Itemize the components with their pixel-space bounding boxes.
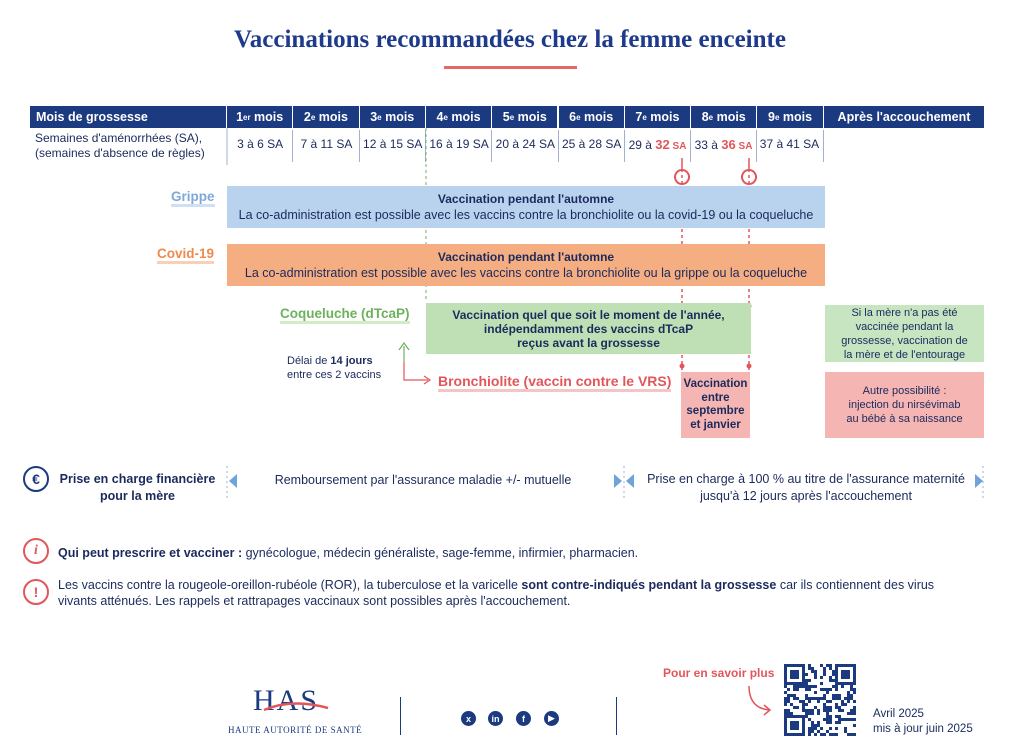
euro-icon: € — [23, 466, 49, 492]
publication-date: Avril 2025 mis à jour juin 2025 — [873, 708, 973, 735]
has-logo-swoosh-icon — [262, 700, 332, 714]
coq-after-line1: Si la mère n'a pas été — [851, 306, 958, 319]
bronchiolite-after-birth-box — [825, 372, 984, 438]
header-month-2: 2 e mois — [293, 106, 358, 128]
sa-cell-5: 20 à 24 SA — [495, 137, 556, 151]
sa-label-line2: (semaines d'absence de règles) — [35, 146, 205, 160]
bronchiolite-label: Bronchiolite (vaccin contre le VRS) — [438, 373, 671, 392]
warning-icon: ! — [23, 579, 49, 605]
vrs-after-line1: Autre possibilité : — [862, 385, 947, 397]
delay-line2: entre ces 2 vaccins — [287, 369, 382, 381]
sa-label-line1: Semaines d'aménorrhées (SA), — [35, 131, 203, 145]
info-icon: i — [23, 538, 49, 564]
header-month-8: 8 e mois — [691, 106, 756, 128]
header-month-5: 5 e mois — [492, 106, 557, 128]
sa-cell-3: 12 à 15 SA — [363, 137, 423, 151]
coqueluche-after-birth-box — [825, 305, 984, 362]
contraindication-note: Les vaccins contre la rougeole-oreillon-rubéole (ROR), la tuberculose et la varicelle sont contre-indiqués pendant la grossesse car ils contiennent des virus vivants atténués. Les rappels et rattrapages vaccinaux sont possibles après l'accouchement. — [58, 578, 935, 608]
has-logo: HAS — [253, 684, 320, 717]
coqueluche-label: Coqueluche (dTcaP) — [280, 306, 410, 324]
sa-cell-1: 3 à 6 SA — [237, 137, 284, 151]
sa-cell-7: 29 à 32 SA — [628, 137, 687, 152]
vrs-line1: Vaccination — [683, 378, 748, 390]
finance-maternity: Prise en charge à 100 % au titre de l'assurance maternité jusqu'à 12 jours après l'accouchement — [647, 472, 965, 503]
coqueluche-line3: reçus avant la grossesse — [517, 335, 660, 350]
finance-reimbursement: Remboursement par l'assurance maladie +/- mutuelle — [274, 473, 572, 487]
header-month-1: 1 er mois — [227, 106, 292, 128]
header-month-7: 7 e mois — [625, 106, 690, 128]
learn-more-label: Pour en savoir plus — [663, 666, 775, 680]
grippe-label: Grippe — [171, 189, 215, 207]
vrs-line3: septembre — [686, 405, 745, 417]
vrs-after-line2: injection du nirsévimab — [848, 399, 961, 411]
sa-cell-2: 7 à 11 SA — [300, 137, 353, 151]
sa-cell-4: 16 à 19 SA — [429, 137, 489, 151]
header-months-label: Mois de grossesse — [30, 106, 226, 128]
coqueluche-bar — [426, 303, 751, 354]
bronchiolite-window-box — [681, 372, 750, 438]
header-month-6: 6 e mois — [559, 106, 624, 128]
coq-after-line4: la mère et de l'entourage — [843, 348, 966, 361]
header-month-4: 4 e mois — [426, 106, 491, 128]
sa-cell-8: 33 à 36 SA — [694, 137, 753, 152]
grippe-line2: La co-administration est possible avec les vaccins contre la bronchiolite ou la covid-19 ou la coqueluche — [238, 208, 814, 222]
delay-up-arrow-icon — [399, 343, 409, 362]
pin-icon-36sa — [742, 158, 756, 184]
vrs-line4: et janvier — [690, 418, 741, 431]
youtube-icon[interactable]: ▶ — [544, 711, 559, 726]
header-month-9: 9 e mois — [757, 106, 822, 128]
sa-cell-9: 37 à 41 SA — [759, 137, 820, 151]
covid-line2: La co-administration est possible avec les vaccins contre la bronchiolite ou la grippe ou la coqueluche — [244, 266, 808, 280]
pin-icon-32sa — [675, 158, 689, 184]
coq-after-line2: vaccinée pendant la — [855, 320, 954, 333]
vrs-after-line3: au bébé à sa naissance — [846, 413, 963, 425]
coqueluche-line1: Vaccination quel que soit le moment de l'année, — [452, 307, 725, 322]
grippe-bar — [227, 186, 825, 228]
prescribe-note: Qui peut prescrire et vacciner : gynécologue, médecin généraliste, sage-femme, infirmier, pharmacien. — [58, 546, 639, 560]
page-title: Vaccinations recommandées chez la femme enceinte — [234, 26, 786, 53]
covid-line1: Vaccination pendant l'automne — [437, 250, 615, 264]
footer-divider-2 — [616, 697, 617, 735]
has-logo-subtitle: HAUTE AUTORITÉ DE SANTÉ — [228, 725, 363, 735]
covid-label: Covid-19 — [157, 246, 214, 264]
covid-bar — [227, 244, 825, 286]
x-social-icon[interactable]: x — [461, 711, 476, 726]
qr-code-icon[interactable] — [784, 664, 856, 736]
vrs-line2: entre — [701, 391, 730, 404]
linkedin-icon[interactable]: in — [488, 711, 503, 726]
finance-label: Prise en charge financière pour la mère — [59, 472, 216, 503]
grippe-line1: Vaccination pendant l'automne — [437, 192, 615, 206]
header-month-3: 3 e mois — [360, 106, 425, 128]
footer-divider — [400, 697, 401, 735]
coq-after-line3: grossesse, vaccination de — [841, 334, 968, 347]
facebook-icon[interactable]: f — [516, 711, 531, 726]
delay-note: Délai de 14 jours entre ces 2 vaccins — [287, 355, 382, 381]
sa-cell-6: 25 à 28 SA — [561, 137, 622, 151]
delay-down-arrow-icon — [404, 362, 430, 384]
curved-arrow-icon — [745, 684, 775, 718]
header-after-birth: Après l'accouchement — [824, 106, 984, 128]
coqueluche-line2: indépendamment des vaccins dTcaP — [483, 321, 694, 336]
